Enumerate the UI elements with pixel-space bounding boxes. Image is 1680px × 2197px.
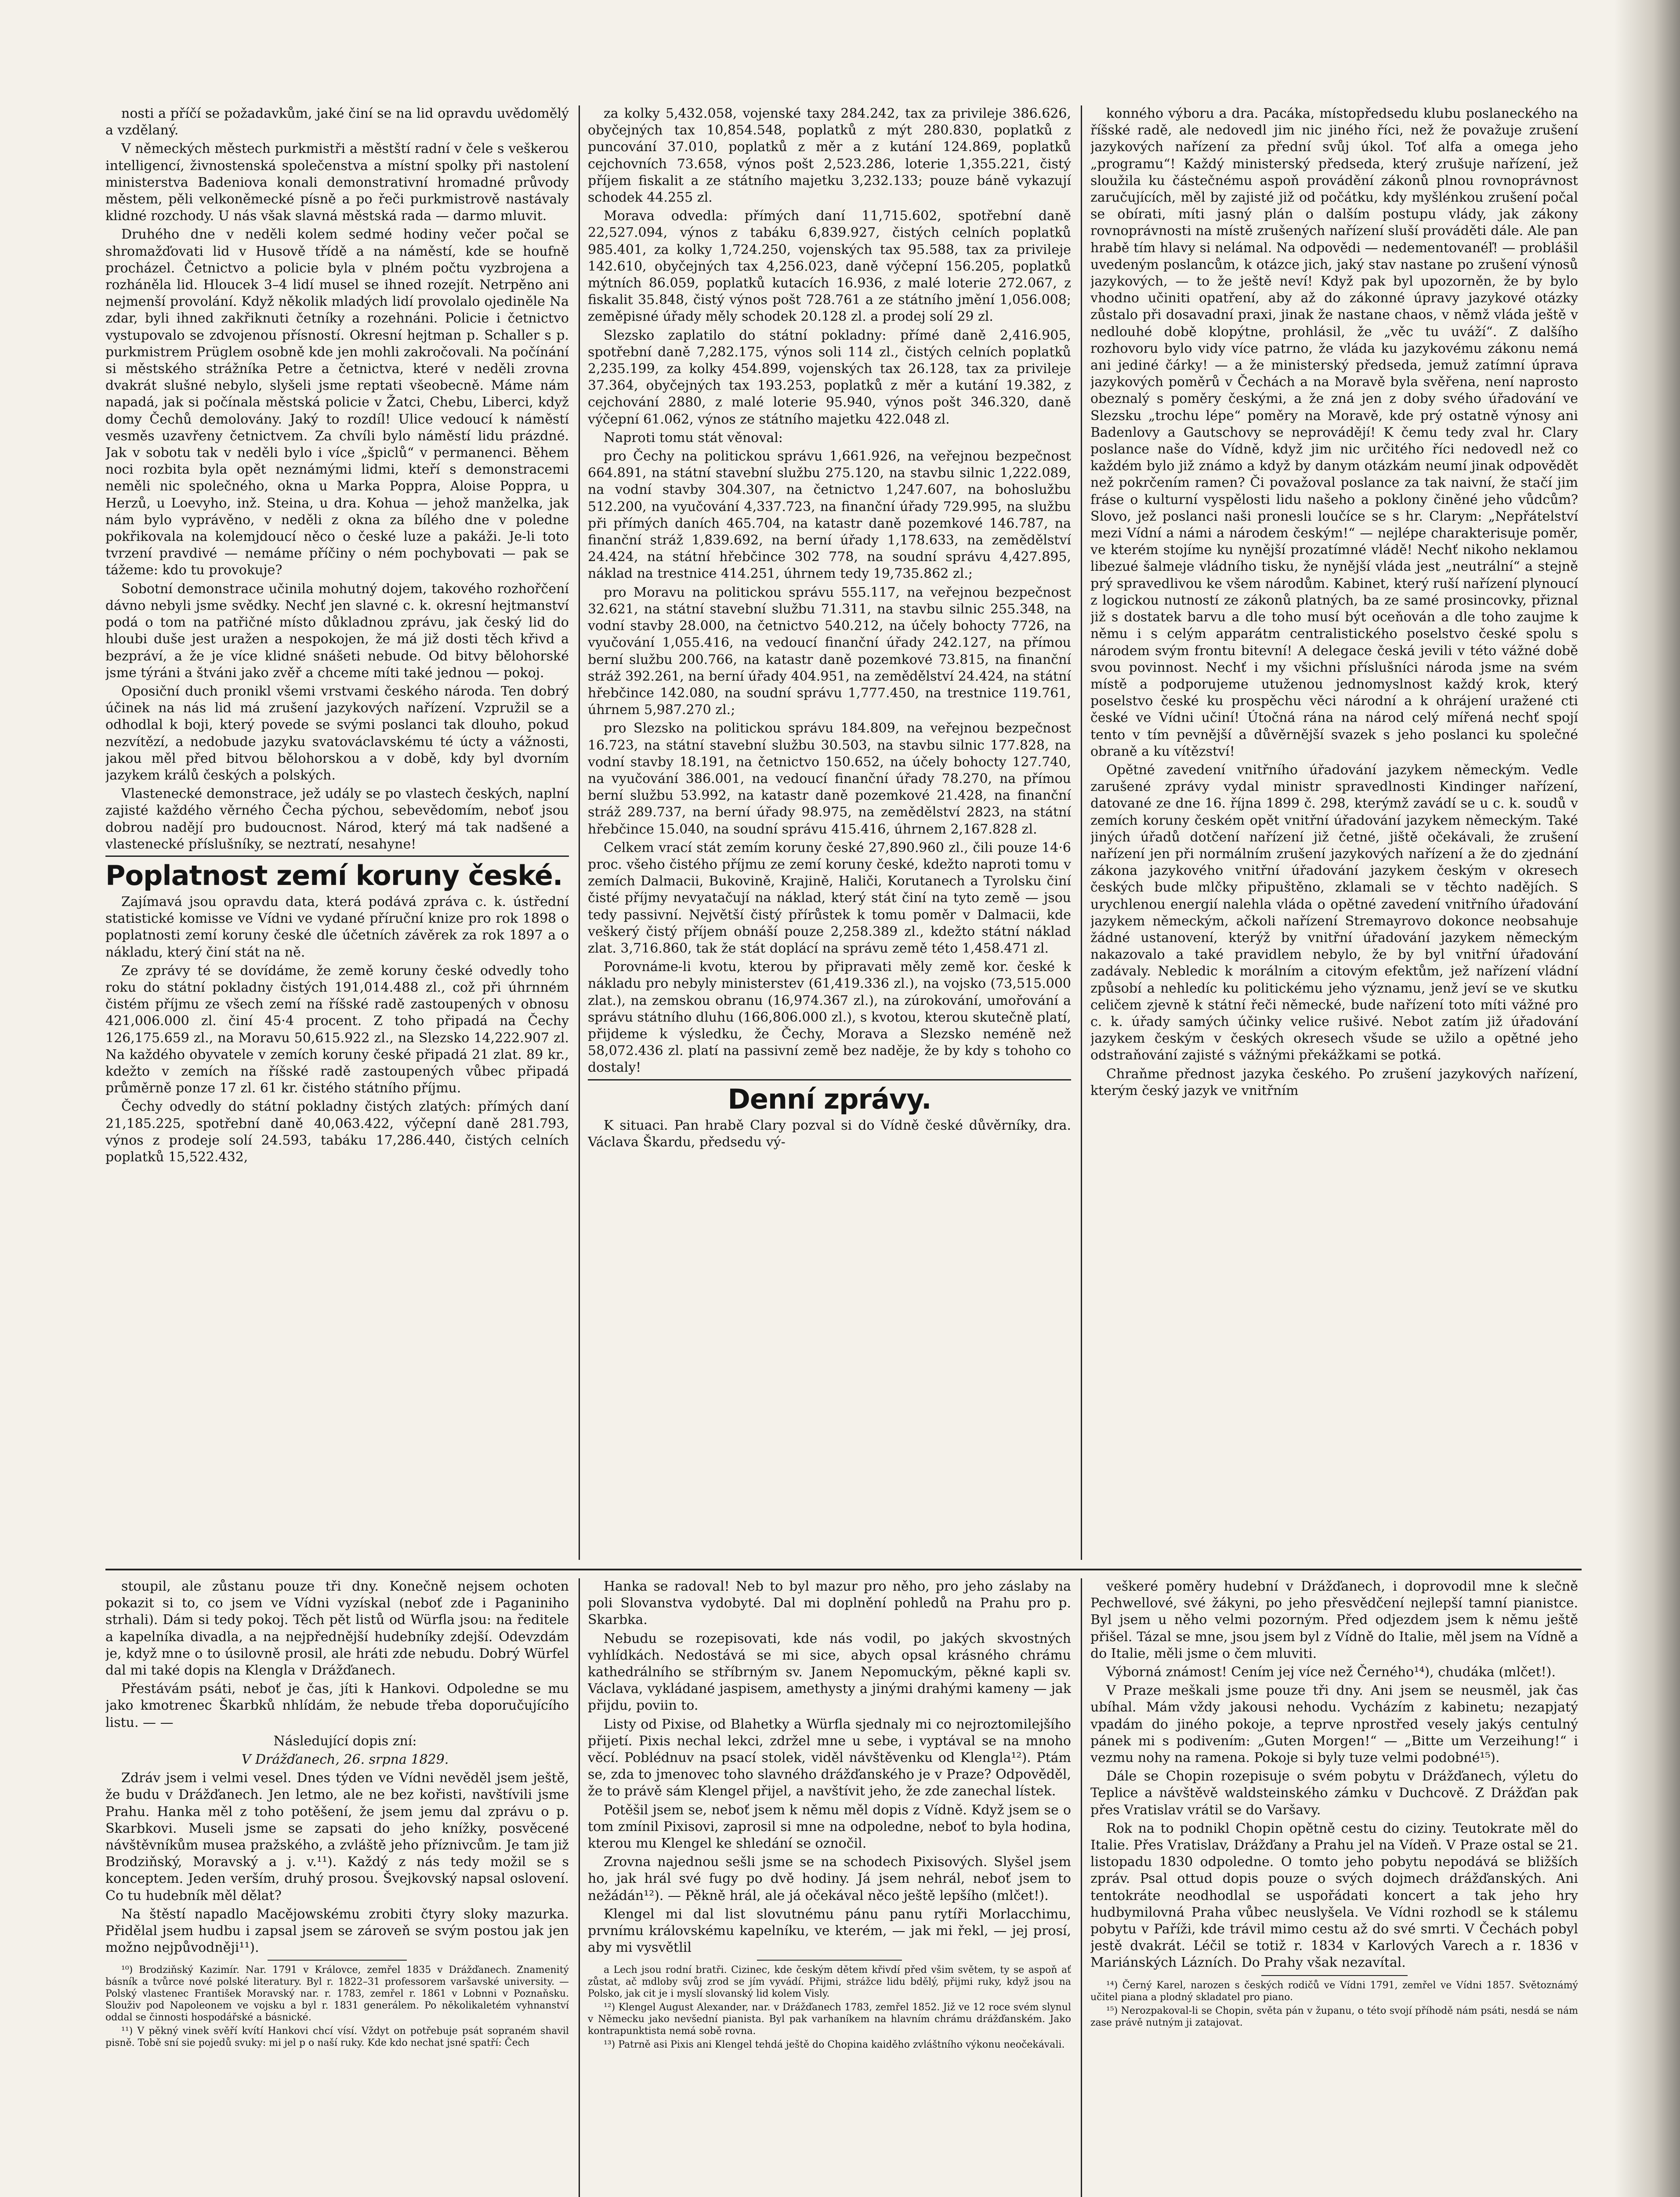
lower-column-2	[588, 1578, 1071, 2197]
paragraph: V německých městech purkmistři a městští radní v čele s veškerou intelligencí, živnostenská společenstva a místní spolky při nastolení ministerstva Badeniova konali demonstrativní hromadné průvody městem, pěli velkoněmecké písně a po řeči purkmistrově nastávaly klidné rozchody. U nás však slavná městská rada — darmo mluvit.	[105, 141, 569, 224]
section-divider	[588, 1079, 1071, 1080]
paragraph: Oposiční duch pronikl všemi vrstvami českého národa. Ten dobrý účinek na nás lid má zrušení jazykových nařízení. Vzpružil se a odhodlal k boji, který povede se svými poslanci tak dlouho, pokud nezvítězí, a nedobude jazyku svatováclavskému té úcty a vážnosti, jakou měl před bitvou bělohorskou a v době, kdy byl dvorním jazykem králů českých a polských.	[105, 683, 569, 783]
column-rule	[579, 1578, 580, 2197]
feuilleton-divider	[105, 1569, 1582, 1570]
paragraph: Sobotní demonstrace učinila mohutný dojem, takového rozhořčení dávno nebyli jsme svědky. Nechť jen slavné c. k. okresní hejtmanství podá o tom na patřičné místo důkladnou zprávu, jak český lid do hloubi duše jest uražen a nespokojen, že má již dosti těch křivd a bezpráví, a že je více klidné snášeti nebude. Od bitvy bělohorské jsme týráni a štváni jako zvěř a chceme míti také jednou — pokoj.	[105, 581, 569, 681]
footnote: ¹³) Patrně asi Pixis ani Klengel tehdá ještě do Chopina kaiděho zvláštního výkonu neočekávali.	[604, 2039, 1065, 2051]
lower-column-3	[1090, 1578, 1578, 2197]
paragraph: Nebudu se rozepisovati, kde nás vodil, po jakých skvostných vyhlídkách. Nedostává se mi sice, abych opsal krásného chrámu kathedrálního se stříbrným sv. Janem Nepomuckým, pěkné kapli sv. Václava, vykládané jaspisem, amethysty a jinými drahými kameny — jak přijdu, poviin to.	[588, 1631, 1071, 1714]
footnote: ¹¹) V pěkný vinek svěří kvítí Hankovi chcí vísí. Vždyt on potřebuje psát sopraném shavil pisně. Tobě sní sie pojedů svuky: mi jel p o naší ruky. Kde kdo nechat jsné spatří: Čech	[105, 2026, 569, 2049]
dateline: V Drážďanech, 26. srpna 1829.	[241, 1752, 449, 1768]
paragraph: Chraňme přednost jazyka českého. Po zrušení jazykových nařízení, kterým český jazyk ve vnitřním	[1090, 1066, 1578, 1098]
paragraph: pro Slezsko na politickou správu 184.809, na veřejnou bezpečnost 16.723, na státní stavební službu 30.503, na stavbu silnic 177.828, na vodní stavby 18.191, na četnictvo 150.652, na účely bohocty 127.740, na vyučování 386.001, na vedoucí finanční úřady 78.270, na přímou berní službu 53.992, na katastr daně pozemkové 21.428, na finanční stráž 289.737, na berní úřady 98.975, na zemědělství 2823, na státní hřebčince 15.040, na soudní správu 415.416, úhrnem 2,167.828 zl.	[588, 721, 1071, 837]
column-rule	[579, 105, 580, 1560]
lower-column-1	[105, 1578, 569, 2197]
paragraph: Morava odvedla: přímých daní 11,715.602, spotřební daně 22,527.094, výnos z tabáku 6,839.927, čistých celních poplatků 985.401, za kolky 1,724.250, vojenských tax 95.588, tax za privileje 142.610, obyčejných tax 4,256.023, daně výčepní 156.205, poplatků mýtních 86.059, poplatků kutacích 16.936, z malé loterie 272.067, z fiskalit 35.848, čistý výnos pošt 728.761 a ze státního jmění 1,056.008; zeměpisné úřady měly schodek 20.128 zl. a prodej solí 29 zl.	[588, 208, 1071, 325]
paragraph: nosti a příčí se požadavkům, jaké činí se na lid opravdu uvědomělý a vzdělaný.	[105, 106, 569, 138]
footnote-divider	[757, 1960, 902, 1961]
paragraph: Druhého dne v neděli kolem sedmé hodiny večer počal se shromažďovati lid v Husově třídě a na náměstí, kde se houfně procházel. Četnictvo a policie byla v plném počtu vyzbrojena a rozháněla lid. Hloucek 3–4 lidí musel se ihned rozejít. Netrpěno ani nejmenší provolání. Když několik mladých lidí provolalo ojediněle Na zdar, byli ihned zakřiknuti četníky a rozehnáni. Policie i četnictvo vystupovalo se zdvojenou přísností. Okresní hejtman p. Schaller s p. purkmistrem Prüglem osobně kde jen mohli zakročovali. Na počínání si městského strážníka Petre a četnictva, které v neděli zrovna dvakrát slušné nebylo, slyšeli jsme reptati všeobecně. Máme nám napadá, jak si počínala městská policie v Žatci, Chebu, Liberci, když domy Čechů demolovány. Jaký to rozdíl! Ulice vedoucí k náměstí vesměs uzavřeny četnictvem. Za chvíli bylo náměstí lidu prázdné. Jak v sobotu tak v neděli bylo i více „špiclů“ v permanenci. Během noci rozbita byla opět neznámými lidmi, kteří s demonstracemi neměli nic společného, okna u Marka Poppra, Aloise Poppra, u Herzů, u Loevyho, inž. Steina, u dra. Kohua — jehož manželka, jak nám bylo vyprávěno, v neděli z okna za bílého dne v poledne pokřikovala na kolemjdoucí něco o české luze a pakáži. Je-li toto tvrzení pravdivé — nemáme příčiny o ném pochybovati — pak se tážeme: kdo tu provokuje?	[105, 227, 569, 578]
paragraph: pro Moravu na politickou správu 555.117, na veřejnou bezpečnost 32.621, na státní stavební službu 71.311, na stavbu silnic 255.348, na vodní stavby 28.000, na četnictvo 540.212, na účely bohocty 7726, na vyučování 1,055.416, na vedoucí finanční úřady 242.127, na přímou berní službu 200.766, na katastr daně pozemkové 73.815, na finanční stráž 392.261, na berní úřady 404.951, na zemědělství 24.424, na státní hřebčince 142.080, na soudní správu 1,777.450, na trestnice 119.761, úhrnem 5,987.270 zl.;	[588, 584, 1071, 718]
paragraph: Listy od Pixise, od Blahetky a Würfla sjednaly mi co nejroztomilejšího přijetí. Pixis nechal lekci, zdržel mne u sebe, i vyptával se na mnoho věcí. Poblédnuv na psací stolek, viděl návštěvenku od Klengla¹²). Ptám se, zda to jmenovec toho slavného drážďanského je v Praze? Odpověděl, že to právě sám Klengel přijel, a navštívit jeho, že zde zanechal lístek.	[588, 1716, 1071, 1799]
paragraph: Porovnáme-li kvotu, kterou by připravati měly země kor. české k nákladu pro nebyly ministerstev (61,419.336 zl.), na vojsko (73,515.000 zlat.), na zemskou obranu (16,974.367 zl.), na zúrokování, umořování a správu státního dluhu (166,806.000 zl.), s kvotou, kterou skutečně platí, přijdeme k výsledku, že Čechy, Morava a Slezsko neméně než 58,072.436 zl. platí na passivní země bez naděje, že by kdy s tohoho co dostaly!	[588, 959, 1071, 1076]
paragraph: Zdráv jsem i velmi vesel. Dnes týden ve Vídni nevěděl jsem ještě, že budu v Drážďanech. Jen letmo, ale ne bez kořisti, navštívili jsme Prahu. Hanka měl z toho potěšení, že jsem jemu dal zprávu o p. Skarbkovi. Museli jsme se zapsati do jeho knížky, posvěcené návštěvníkům musea pražského, a zvláště jeho příznivcům. Je tam již Brodziňský, Moravský a j. v.¹¹). Každý z nás tedy možil se s konceptem. Jeden verším, druhý prosou. Švejkovský napsal oslovení. Co tu hudebník měl dělat?	[105, 1770, 569, 1903]
paragraph: Dále se Chopin rozepisuje o svém pobytu v Drážďanech, výletu do Teplice a návštěvě waldsteinského zámku v Duchcově. Z Drážďan pak přes Vratislav vrátil se do Varšavy.	[1090, 1769, 1578, 1818]
column-rule	[1081, 1578, 1082, 2197]
section-divider	[105, 856, 569, 857]
paragraph: pro Čechy na politickou správu 1,661.926, na veřejnou bezpečnost 664.891, na státní stavební službu 275.120, na stavbu silnic 1,222.089, na vodní stavby 304.307, na četnictvo 1,247.607, na bohoslužbu 512.200, na vyučování 4,337.723, na finanční úřady 729.995, na službu při přímých daních 465.704, na katastr daně pozemkové 146.787, na finanční stráž 1,839.692, na berní úřady 1,178.633, na zemědělství 24.424, na státní hřebčince 302 778, na soudní správu 4,427.895, náklad na trestnice 414.251, úhrnem tedy 19,735.862 zl.;	[588, 449, 1071, 582]
paragraph: konného výboru a dra. Pacáka, místopředsedu klubu poslaneckého na říšské radě, ale nedovedl jim nic jiného říci, než že považuje zrušení jazykových nařízení za přední svůj úkol. Toť alfa a omega jeho „programu“! Každý ministerský předseda, který zrušuje nařízení, jež sloužila ku částečnému aspoň provádění zákonů plnou rovnoprávnost zaručujících, měl by zajisté již od počátku, kdy myšlénkou zrušení počal se obírati, míti jasný plán o dalším postupu vlády, jak zákony rovnoprávnosti na místě zrušených nařízení sluší prováděti dále. Ale pan hrabě tím hlavy si nelámal. Na odpovědi — nedementovanéľ! — problášil uvedeným poslancům, k otázce jich, jaký stav nastane po zrušení výnosů jazykových, — to že ještě neví! Když pak byl upozorněn, že by bylo vhodno učiniti opatření, aby až do zákonné úpravy jazykové otázky zůstalo při dosavadní praxi, jinak že nastane chaos, v němž vláda ještě v nedlouhé době klopýtne, prohlásil, že „věc tu uváží“. Z dalšího rozhovoru bylo vidy více patrno, že vláda ku jazykovému zákonu nemá ani jediné čárky! — a že ministerský předseda, jemuž zatímní úprava jazykových poměrů v Čechách a na Moravě byla svěřena, není naprosto obeznalý s poměry českými, a že zná jen z doby svého úřadování ve Slezsku „trochu lépe“ poměry na Moravě, kde prý ostatně výnosy ani Badenlovy a Gautschovy se neprovádějí! K čemu tedy zval hr. Clary poslance naše do Vídně, když jim nic určitého říci nedovedl než co každém bylo již známo a když by danym otázkám neumí jinak odpovědět než pokrčením ramen? Či považoval poslance za tak naivní, že stačí jim fráse o kulturní vyspělosti lidu našeho a poklony činěné jeho vůdcům? Slovo, jež poslanci naši pronesli loučíce se s hr. Clarym: „Nepřátelství mezi Vídní a námi a národem českým!“ — nejlépe charakterisuje poměr, ve kterém stojíme ku nynější prozatímné vládě! Nechť nikoho neklamou libezué šalmeje vládního tisku, že nynější vláda jest „neutrální“ a stejně prý spravedlivou ke všem národům. Kabinet, který ruší nařízení plynoucí z logickou nutností ze zákonů platných, ba ze samé prosincovky, přiznal již s dostatek barvu a dle toho musí být oceňován a dle toho zaujme k němu i s celým apparátm centralistického poselstvo české spolu s národem svým frontu bitevní! A delegace česká jevili v této vážné době svou povinnost. Nechť i my všichni příslušníci národa jsme na svém místě a podporujeme utuženou jednomyslnost každý krok, který poselstvo české ku prospěchu věci národní a k ohrájení uražené cti české ve Vídni učiní! Útočná rána na národ celý mířená nechť spojí tento v tím pevnější a důvěrnější svazek s jeho poslanci ku společné obraně a ku vítězství!	[1090, 106, 1578, 759]
paragraph: za kolky 5,432.058, vojenské taxy 284.242, tax za privileje 386.626, obyčejných tax 10,854.548, poplatků z mýt 280.830, poplatků z puncování 37.010, poplatků z měr a z kutání 124.869, poplatků cejchovních 73.658, výnos pošt 2,523.286, loterie 1,355.221, čistý příjem fiskalit a ze státního majetku 3,232.133; pouze báně vykazují schodek 44.255 zl.	[588, 106, 1071, 206]
upper-column-2	[588, 105, 1071, 1560]
paragraph: Slezsko zaplatilo do státní pokladny: přímé daně 2,416.905, spotřební daně 7,282.175, výnos soli 114 zl., čistých celních poplatků 2,235.199, za kolky 454.899, vojenských tax 26.128, tax za privileje 37.364, obyčejných tax 193.253, poplatků z měr a kutání 19.382, z cejchování 2880, z malé loterie 95.940, výnos pošt 346.320, daně výčepní 61.062, výnos ze státního majetku 422.048 zl.	[588, 327, 1071, 427]
footnote-divider	[268, 1960, 407, 1961]
paragraph: veškeré poměry hudební v Drážďanech, i doprovodil mne k slečně Pechwellové, své žákyni, po jeho přesvědčení nejlepší tamní pianistce. Byl jsem u něho velmi pozorným. Před odjezdem jsem k němu ještě přišel. Tázal se mne, jsou jsem byl z Vídně do Italie, měl jsem na Vídně a do Italie, měli jsme o čem mluviti.	[1090, 1579, 1578, 1661]
paragraph: stoupil, ale zůstanu pouze tři dny. Konečně nejsem ochoten pokazit si to, co jsem ve Vídni vyzískal (neboť zde i Paganiniho strhali). Dám si tedy pokoj. Těch pět listů od Würfla jsou: na ředitele a kapelníka divadla, a na nejpřednější hudebníky zdejší. Odevzdám je, když mne o to úsilovně prosil, ale hráti zde nebudu. Dobrý Würfel dal mi také dopis na Klengla v Drážďanech.	[105, 1579, 569, 1679]
footnote: ¹⁵) Nerozpakoval-li se Chopin, světa pán v županu, o této svojí příhodě nám psáti, nesdá se nám zase právě nutným ji zatajovat.	[1090, 2005, 1578, 2028]
paragraph: Naproti tomu stát věnoval:	[604, 430, 783, 446]
upper-column-1	[105, 105, 569, 1560]
paragraph: Celkem vrací stát zemím koruny české 27,890.960 zl., čili pouze 14·6 proc. všeho čistého příjmu ze zemí koruny české, kdežto naproti tomu v zemích Dalmacii, Bukovině, Krajině, Haliči, Korutanech a Tyrolsku činí čisté příjmy nevyatačují na náklad, který stát činí na tyto země — jsou tedy passivní. Největší čistý přírůstek k tomu poměr v Dalmacii, kde veškerý čistý příjem obnáší pouze 2,258.389 zl., kdežto státní náklad zlat. 3,716.860, tak že stát doplácí na správu země této 1,458.471 zl.	[588, 840, 1071, 956]
paragraph: Klengel mi dal list slovutnému pánu panu rytíři Morlacchimu, prvnímu královskému kapelníku, ve kterém, — jak mi řekl, — jej prosí, aby mi vysvětlil	[588, 1906, 1071, 1956]
newspaper-page	[105, 105, 1582, 2197]
footnote: a Lech jsou rodní bratři. Cizinec, kde českým dětem křivdí před všim světem, ty se aspoň ať zůstat, ač mdloby svůj zrod se jím vyvádí. Přijmi, strážce lidu bdělý, přijmi ruky, když jsou na Polsko, jak cit je i myslí slovanský lid kolem Visly.	[588, 1965, 1071, 2000]
paragraph: Zrovna najednou sešli jsme se na schodech Pixisových. Slyšel jsem ho, jak hrál své fugy po dvě hodiny. Já jsem nehrál, neboť jsem to nežádán¹²). — Pěkně hrál, ale já očekával něco ještě lepšího (mlčet!).	[588, 1854, 1071, 1903]
paragraph: Na štěstí napadlo Macějowskému zrobiti čtyry sloky mazurka. Přidělal jsem hudbu i zapsal jsem se zároveň se svým postou jak jen možno nejpůvodněji¹¹).	[105, 1906, 569, 1956]
footnote: ¹⁰) Brodziňský Kazimír. Nar. 1791 v Královce, zemřel 1835 v Drážďanech. Znamenitý básník a tvůrce nové polské literatury. Byl r. 1822–31 professorem varšavské university. — Polský vlastenec František Moravský nar. r. 1783, zemřel r. 1861 v Lobnni v Poznaňsku. Slouživ pod Napoleonem ve vojsku a byl r. 1831 generálem. Po několikaletém vyhnanství oddal se činnosti hospodářské a básnické.	[105, 1965, 569, 2023]
paragraph: Následující dopis zní:	[273, 1733, 417, 1749]
footnote: ¹²) Klengel August Alexander, nar. v Drážďanech 1783, zemřel 1852. Již ve 12 roce svém slynul v Německu jako nevšední pianista. Byl pak varhaníkem na hlavním chrámu drážďanském. Jako kontrapunktista nemá sobě rovna.	[588, 2002, 1071, 2037]
paragraph: V Praze meškali jsme pouze tři dny. Ani jsem se neusměl, jak čas ubíhal. Mám vždy jakousi nehodu. Vycházím z kabinetu; nezapjatý vpadám do jiného pokoje, a teprve nprostřed vesely jakýs centulný pánek mi s podivením: „Guten Morgen!“ — „Bitte um Verzeihung!“ i vezmu nohy na ramena. Pokoje si byly tuze velmi podobné¹⁵).	[1090, 1683, 1578, 1766]
paragraph: Potěšil jsem se, neboť jsem k němu měl dopis z Vídně. Když jsem se o tom zmínil Pixisovi, zaprosil si mne na odpoledne, neboť to byla hodina, kterou mu Klengel ke shledání se oznočil.	[588, 1802, 1071, 1852]
paragraph: K situaci. Pan hrabě Clary pozval si do Vídně české důvěrníky, dra. Václava Škardu, předsedu vý-	[588, 1117, 1071, 1150]
upper-column-3	[1090, 105, 1578, 1560]
article-heading-denni-zpravy: Denní zprávy.	[728, 1083, 931, 1115]
paragraph: Vlastenecké demonstrace, jež udály se po vlastech českých, naplní zajisté každého věrného Čecha pýchou, sebevědomím, neboť jsou dobrou nadějí pro budoucnost. Národ, který má tak nadšené a vlastenecké příslušníky, se neztratí, nesahyne!	[105, 786, 569, 852]
paragraph: Zajímavá jsou opravdu data, která podává zpráva c. k. ústřední statistické komisse ve Vídni ve vydané příruční knize pro rok 1898 o poplatnosti zemí koruny české dle účetních závěrek za rok 1897 a o nákladu, který činí stát na ně.	[105, 894, 569, 960]
column-rule	[1081, 105, 1082, 1560]
paragraph: Rok na to podnikl Chopin opětně cestu do ciziny. Teutokrate měl do Italie. Přes Vratislav, Drážďany a Prahu jel na Vídeň. V Praze ostal se 21. listopadu 1830 odpoledne. O tomto jeho pobytu nepodává se bližších zpráv. Psal ottud dopis pouze o svých dojmech drážďanských. Ani tentokráte neodhodlal se uspořádati koncert a tak jeho hry hudbymilovná Praha vůbec neuslyšela. Ve Vídni rozhodl se k stálemu pobytu v Paříži, kde trávil mimo cestu až do své smrti. V Čechách pobyl jestě dvakrát. Léčil se totiž r. 1834 v Karlových Varech a r. 1836 v Mariánských Lázních. Do Prahy však nezavítal.	[1090, 1820, 1578, 1971]
paragraph: Opětné zavedení vnitřního úřadování jazykem německým. Vedle zarušené zprávy vydal ministr spravedlnosti Kindinger nařízení, datované ze dne 16. října 1899 č. 298, kterýmž zavádí se u c. k. soudů v zemích koruny českém opět vnitřní úřadování jazykem německým. Také jiných úřadů dotčení nařízení již četné, jiště očekávali, že zrušení nařízení jen při normálním zrušení jazykových nařízení a že do zjednání zákona jazykového vnitřní úřadování jazykem českým v okresech českých bude mlčky připuštěno, zklamali se v těchto nadějích. S urychlenou energií nalehla vláda o opětné zavedení vnitřního úřadování jazykem německým, ačkoli nařízení Stremayrovo dokonce neobsahuje žádné ustanovení, kterýž by vnitřní úřadování jazykem německým nakazovalo a také pravidlem nebylo, že by byl vnitřní úřadování zadávaly. Nebledic k morálním a citovým efektům, jež nařízení vládní způsobí a nehledíc ku politickému jeho významu, jenž jeví se ve skutku celičem zjevně k státní řeči německé, bude nařízení toto míti vážné pro c. k. úřady samých účinky velice rušivé. Nebot zatím již úřadování jazykem českým v českých okresech všude se užilo a opětné jeho odstraňování zajisté s vážnými překážkami se potká.	[1090, 762, 1578, 1063]
paragraph: Přestávám psáti, neboť je čas, jíti k Hankovi. Odpoledne se mu jako kmotrenec Škarbků nhlídám, že nebude třeba doporučujícího listu. — —	[105, 1681, 569, 1730]
paragraph: Výborná známost! Cením jej více než Černého¹⁴), chudáka (mlčet!).	[1106, 1664, 1556, 1680]
footnote-divider	[1261, 1975, 1408, 1976]
paragraph: Čechy odvedly do státní pokladny čistých zlatých: přímých daní 21,185.225, spotřební daně 40,063.422, výčepní daně 281.793, výnos z prodeje solí 24.593, tabáku 17,286.440, čistých celních poplatků 15,522.432,	[105, 1099, 569, 1165]
article-heading-poplatnost: Poplatnost zemí koruny české.	[105, 859, 563, 892]
paragraph: Ze zprávy té se dovídáme, že země koruny české odvedly toho roku do státní pokladny čistých 191,014.488 zl., což při úhrnném čistém příjmu ze všech zemí na říšské radě zastoupených v obnosu 421,006.000 zl. činí 45·4 procent. Z toho připadá na Čechy 126,175.659 zl., na Moravu 50,615.922 zl., na Slezsko 14,222.907 zl. Na každého obyvatele v zemích koruny české připadá 21 zlat. 89 kr., kdežto v zemích na říšské radě zastoupených vůbec připadá průměrně ponze 17 zl. 61 kr. čistého státního příjmu.	[105, 963, 569, 1096]
page-edge-shadow	[1614, 0, 1680, 2197]
paragraph: Hanka se radoval! Neb to byl mazur pro něho, pro jeho záslaby na poli Slovanstva vydobyté. Dal mi doplnění pohledů na Prahu pro p. Skarbka.	[588, 1579, 1071, 1628]
footnote: ¹⁴) Černý Karel, narozen s českých rodičů ve Vídni 1791, zemřel ve Vídni 1857. Světoznámý učitel piana a plodný skladatel pro piano.	[1090, 1979, 1578, 2003]
